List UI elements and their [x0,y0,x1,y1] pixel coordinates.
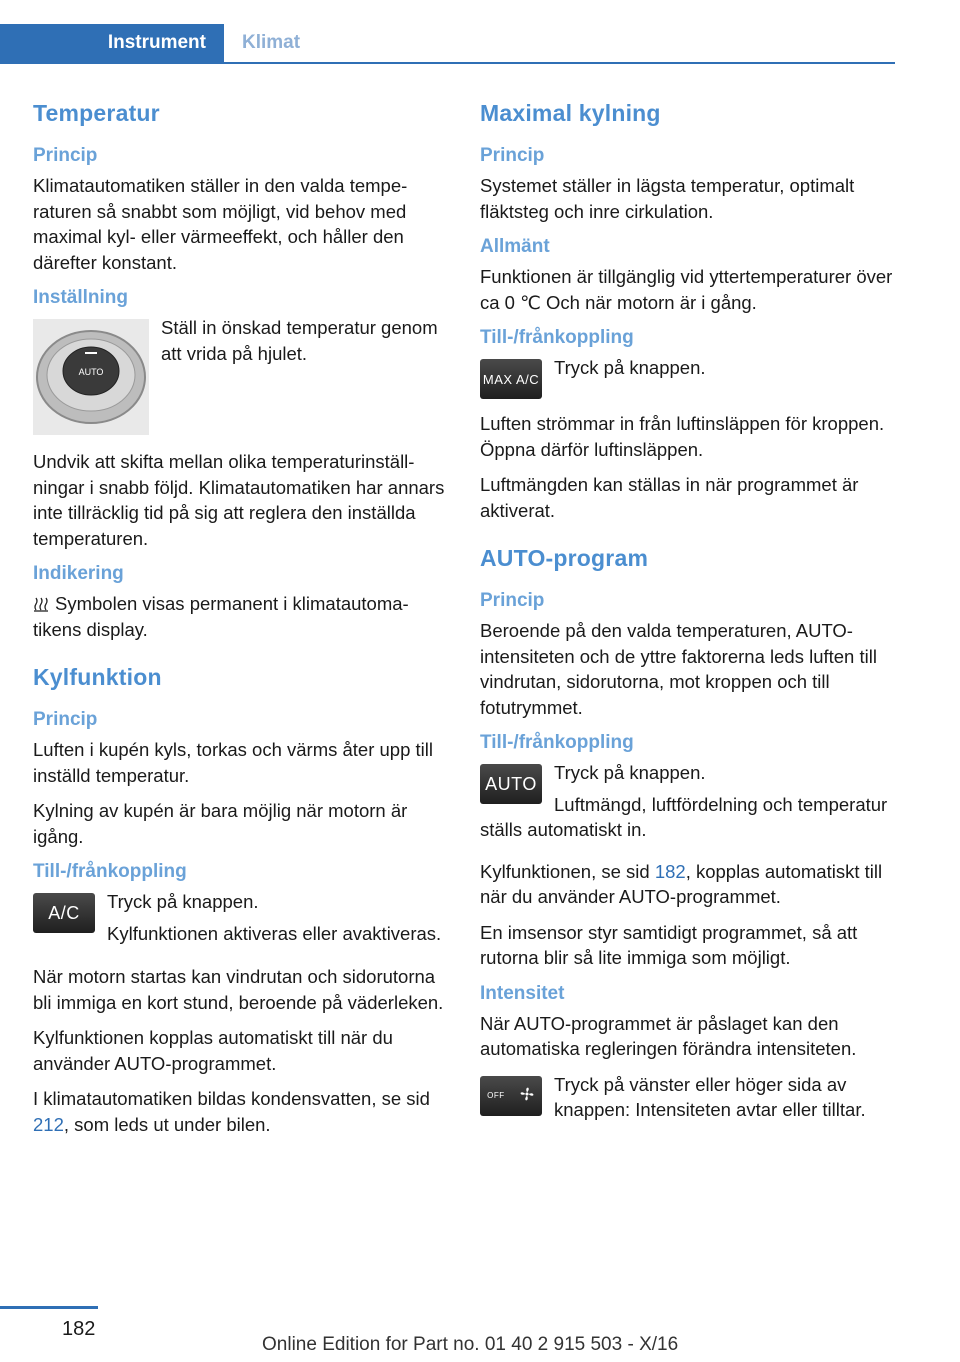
text-kyl-p4: Kylfunktionen kopplas automatiskt till när du använder AUTO-programmet. [33,1027,393,1074]
subheading-auto-princip: Princip [480,590,545,611]
text-auto-princip: Beroende på den valda temperaturen, AUTO-intensiteten och de yttre faktorerna leds luften till vindrutan, sidorutorna, mot kroppen och till fotutrymmet. [480,620,877,718]
text-max-princip: Systemet ställer in lägsta temperatur, optimalt fläktsteg och inre cirkulation. [480,175,855,222]
page-link-182[interactable]: 182 [654,860,686,882]
text-indikering: Symbolen visas permanent i klimatautomatikens display. [33,593,409,640]
text-intensitet: När AUTO-programmet är påslaget kan den automatiska regleringen förändra intensiteten. [480,1012,857,1059]
subheading-kyl-till: Till-/frånkoppling [33,861,187,882]
text-kyl-p5-b: , som leds ut under bilen. [63,1113,271,1135]
text-max-p3: Luftmängden kan ställas in när programmet är aktiverat. [480,474,859,521]
text-kyl-princip-2: Kylning av kupén är bara möjlig när motorn är igång. [33,800,408,847]
subheading-auto-till: Till-/frånkoppling [480,732,634,753]
intensity-button-image [480,1076,542,1116]
tab-instrument[interactable] [0,24,224,62]
subheading-indikering: Indikering [33,563,124,584]
text-auto-kyl [480,859,895,910]
heading-temperatur: Temperatur [33,100,160,126]
text-kyl-p5 [33,1086,448,1137]
subheading-max-till: Till-/frånkoppling [480,327,634,348]
text-max-till: Tryck på knappen. [554,357,706,378]
text-allmant: Funktionen är tillgänglig vid yttertemperaturer över ca 0 ℃ Och när motorn är i gång. [480,266,893,313]
temperature-knob-image [33,319,149,435]
text-kyl-till-2: Kylfunktionen aktiveras eller avaktiveras. [107,922,442,944]
auto-button-image: AUTO [480,764,542,804]
subheading-installning: Inställning [33,287,128,308]
page-link-212[interactable]: 212 [33,1113,64,1135]
text-kyl-till-1: Tryck på knappen. [107,891,259,912]
footer-rule [0,1306,98,1309]
max-ac-button-image: MAX A/C [480,359,542,399]
text-indikering-row [33,591,448,642]
text-auto-kyl-a: Kylfunktionen, se sid [480,860,655,882]
fan-icon [519,1086,535,1105]
online-edition-note: Online Edition for Part no. 01 40 2 915 503 - X/16 [262,1334,679,1355]
subheading-max-princip: Princip [480,145,545,166]
left-column [33,100,448,1147]
header-tabs [0,0,895,64]
subheading-kyl-princip: Princip [33,709,98,730]
page-number: 182 [62,1318,96,1340]
text-kyl-princip-1: Luften i kupén kyls, torkas och värms åter upp till inställd temperatur. [33,739,433,786]
tab-instrument-label: Instrument [107,32,206,53]
text-kyl-p3: När motorn startas kan vindrutan och sidorutorna bli immiga en kort stund, beroende på väderleken. [33,966,444,1013]
text-undvik: Undvik att skifta mellan olika temperaturinställningar i snabb följd. Klimatautomatiken har annars inte tillräcklig tid på sig att reglera den inställda temperaturen. [33,451,445,549]
ac-button-image: A/C [33,893,95,933]
text-temperatur-princip: Klimatautomatiken ställer in den valda temperaturen så snabbt som möjligt, vid behov med maximal kyl- eller värmeeffekt, och håller den därefter konstant. [33,175,408,273]
right-column [480,100,895,1133]
heat-symbol-icon [33,593,49,609]
heading-auto-program: AUTO-program [480,545,649,571]
text-installning: Ställ in önskad temperatur genom att vrida på hjulet. [161,317,438,364]
text-max-p2: Luften strömmar in från luftinsläppen för kroppen. Öppna därför luftinsläppen. [480,413,885,460]
intensity-off-label: OFF [487,1091,505,1100]
text-auto-till-2: Luftmängd, luftfördelning och temperatur ställs automatiskt in. [480,793,888,840]
heading-kylfunktion: Kylfunktion [33,664,162,690]
text-kyl-p5-a: I klimatautomatiken bildas kondensvatten, se sid [33,1088,430,1109]
tab-klimat[interactable]: Klimat [242,32,301,53]
knob-auto-label: AUTO [78,367,104,377]
subheading-intensitet: Intensitet [480,982,565,1004]
text-intensitet-2: Tryck på vänster eller höger sida av knappen: Intensiteten avtar eller tilltar. [554,1073,866,1120]
text-auto-kyl-b: , kopplas automatiskt till när du använder AUTO-programmet. [480,860,883,907]
heading-maximal-kylning: Maximal kylning [480,100,661,126]
subheading-princip: Princip [33,145,98,166]
subheading-allmant: Allmänt [480,236,550,257]
text-auto-till-1: Tryck på knappen. [554,762,706,783]
text-auto-imsensor: En imsensor styr samtidigt programmet, så att rutorna blir så lite immiga som möjligt. [480,921,858,968]
